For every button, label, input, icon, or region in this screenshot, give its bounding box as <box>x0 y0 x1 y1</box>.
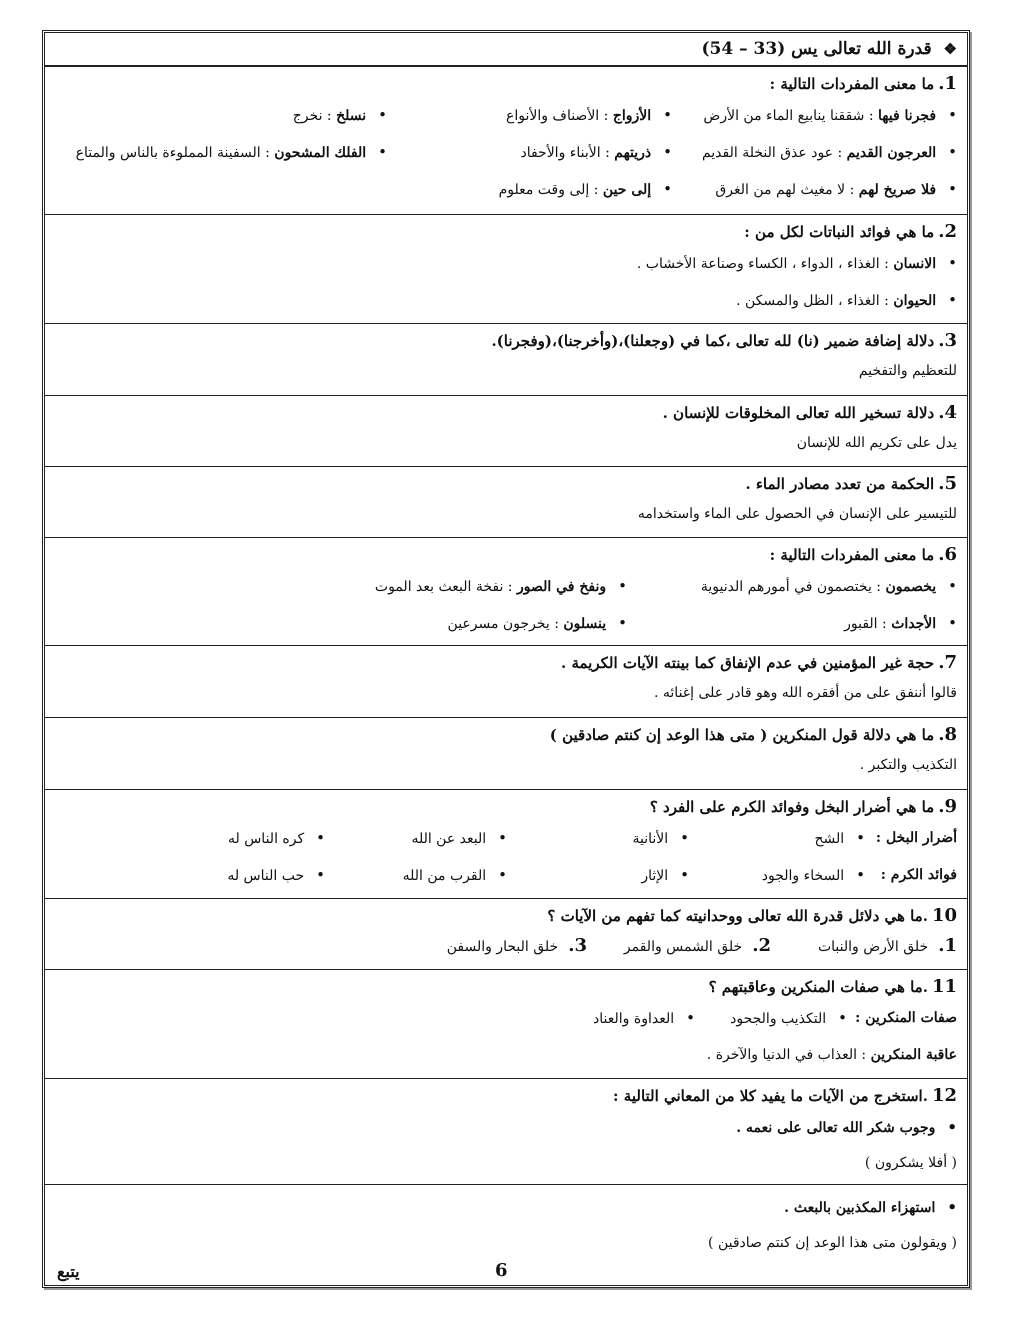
question-number: 12 <box>931 1085 957 1106</box>
answer-item: • الانسان : الغذاء ، الدواء ، الكساء وصناعة الأخشاب . <box>637 245 957 282</box>
vocab-item: • الأجداث : القبور <box>627 605 957 642</box>
list-item: • الشح <box>689 820 865 857</box>
question-number: 8. <box>938 724 957 745</box>
list-item: • العداوة والعناد <box>593 1000 695 1037</box>
fate-line: عاقبة المنكرين : العذاب في الدنيا والآخرة . <box>706 1047 957 1063</box>
question-text: ما هي دلالة قول المنكرين ( متى هذا الوعد إن كنتم صادقين ) <box>549 726 935 744</box>
question-text: .ما هي دلائل قدرة الله تعالى ووحدانيته كما تفهم من الآيات ؟ <box>547 907 928 925</box>
continue-label: يتبع <box>57 1262 80 1281</box>
benefits-label: فوائد الكرم : <box>880 867 957 883</box>
question-number: 4. <box>938 402 957 423</box>
answer-text: للتعظيم والتفخيم <box>858 363 957 379</box>
question-number: 2. <box>938 221 957 242</box>
vocab-item: • إلى حين : إلى وقت معلوم <box>499 171 672 208</box>
question-6 <box>45 538 967 646</box>
list-item: • كره الناس له <box>228 820 325 857</box>
question-3 <box>45 324 967 396</box>
list-item: • الإثار <box>507 857 689 894</box>
list-item: • حب الناس له <box>227 857 325 894</box>
diamond-bullet-icon: ❖ <box>943 40 957 58</box>
question-text: .استخرج من الآيات ما يفيد كلا من المعاني التالية : <box>613 1087 928 1105</box>
verse-answer: ( أفلا يشكرون ) <box>864 1155 957 1171</box>
question-number: 6. <box>938 544 957 565</box>
answer-text: قالوا أننفق على من أفقره الله وهو قادر على إغنائه . <box>654 685 957 701</box>
question-12 <box>45 1079 967 1185</box>
vocab-item: • ذريتهم : الأبناء والأحفاد <box>387 134 672 171</box>
vocab-item: • يخصمون : يختصمون في أمورهم الدنيوية <box>627 568 957 605</box>
answer-text: للتيسير على الإنسان في الحصول على الماء واستخدامه <box>637 506 957 522</box>
question-text: الحكمة من تعدد مصادر الماء . <box>745 475 935 493</box>
list-item: 3.خلق البحار والسفن <box>446 935 587 956</box>
question-text: ما معنى المفردات التالية : <box>769 546 935 564</box>
question-7 <box>45 646 967 718</box>
question-4 <box>45 396 967 467</box>
question-5 <box>45 467 967 538</box>
vocab-item: • فلا صريخ لهم : لا مغيث لهم من الغرق <box>672 171 957 208</box>
vocab-item: • الأزواج : الأصناف والأنواع <box>387 97 672 134</box>
list-item: 1.خلق الأرض والنبات <box>817 935 957 956</box>
question-8 <box>45 718 967 790</box>
question-text: ما معنى المفردات التالية : <box>769 75 935 93</box>
answer-item: • الحيوان : الغذاء ، الظل والمسكن . <box>736 282 957 319</box>
question-number: 10 <box>931 905 957 926</box>
list-item: • الأنانية <box>507 820 689 857</box>
question-12-continued <box>45 1185 967 1266</box>
vocab-item: • العرجون القديم : عود عذق النخلة القديم <box>672 134 957 171</box>
vocab-item: • الفلك المشحون : السفينة المملوءة بالناس والمتاع <box>76 134 387 171</box>
question-number: 11 <box>931 976 957 997</box>
question-10 <box>45 899 967 970</box>
question-text: ما هي فوائد النباتات لكل من : <box>744 223 935 241</box>
question-number: 3. <box>938 330 957 351</box>
verse-answer: ( ويقولون متى هذا الوعد إن كنتم صادقين ) <box>708 1235 957 1251</box>
question-number: 9. <box>938 796 957 817</box>
vocab-item: • فجرنا فيها : شققنا ينابيع الماء من الأرض <box>672 97 957 134</box>
page-number: 6 <box>495 1260 508 1281</box>
list-item: • القرب من الله <box>325 857 507 894</box>
meaning-item: • وجوب شكر الله تعالى على نعمه . <box>736 1109 957 1146</box>
question-1 <box>45 67 967 215</box>
question-number: 1. <box>938 73 957 94</box>
question-text: .ما هي صفات المنكرين وعاقبتهم ؟ <box>708 978 928 996</box>
list-item: • التكذيب والجحود <box>695 1000 847 1037</box>
worksheet-header <box>45 33 967 67</box>
list-item: 2.خلق الشمس والقمر <box>623 935 771 956</box>
worksheet-title: قدرة الله تعالى يس (33 – 54) <box>701 39 932 59</box>
question-text: ما هي أضرار البخل وفوائد الكرم على الفرد ؟ <box>649 798 935 816</box>
answer-text: التكذيب والتكبر . <box>859 757 957 773</box>
vocab-item: • ينسلون : يخرجون مسرعين <box>448 605 627 642</box>
question-text: حجة غير المؤمنين في عدم الإنفاق كما بينته الآيات الكريمة . <box>561 654 935 672</box>
question-2 <box>45 215 967 324</box>
worksheet-frame <box>42 30 970 1288</box>
question-text: دلالة تسخير الله تعالى المخلوقات للإنسان . <box>662 404 935 422</box>
meaning-item: • استهزاء المكذبين بالبعث . <box>784 1189 957 1226</box>
list-item: • البعد عن الله <box>325 820 507 857</box>
question-text: دلالة إضافة ضمير (نا) لله تعالى ،كما في (وجعلنا)،(وأخرجنا)،(وفجرنا). <box>491 332 935 350</box>
question-number: 5. <box>938 473 957 494</box>
traits-label: صفات المنكرين : <box>855 1010 957 1026</box>
list-item: • السخاء والجود <box>689 857 865 894</box>
question-9 <box>45 790 967 899</box>
question-11 <box>45 970 967 1079</box>
vocab-item: • نسلخ : نخرج <box>293 97 387 134</box>
question-number: 7. <box>938 652 957 673</box>
harms-label: أضرار البخل : <box>875 830 957 846</box>
vocab-item: • ونفخ في الصور : نفخة البعث بعد الموت <box>375 568 627 605</box>
answer-text: يدل على تكريم الله للإنسان <box>796 435 957 451</box>
